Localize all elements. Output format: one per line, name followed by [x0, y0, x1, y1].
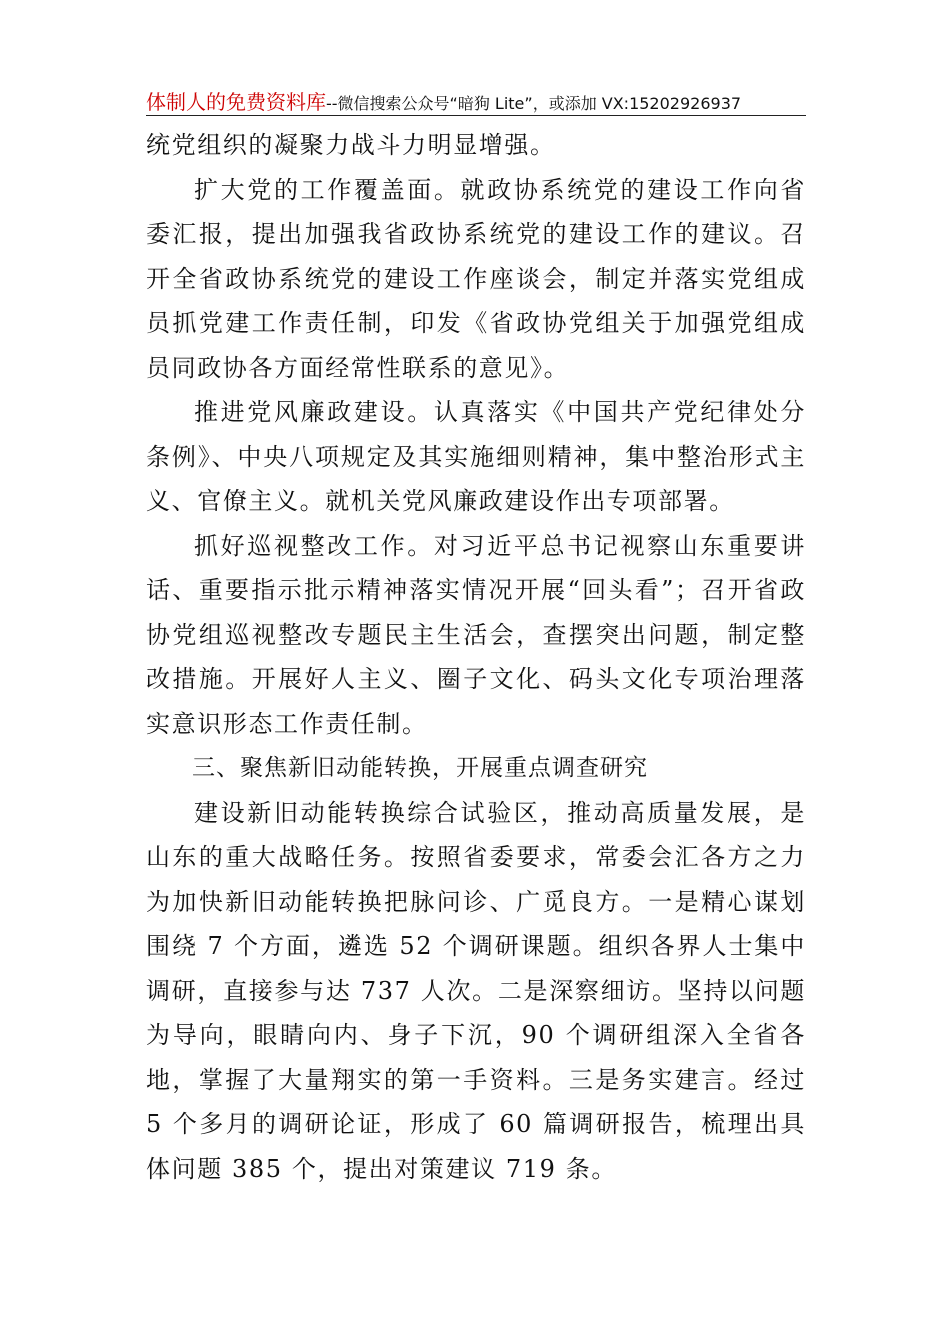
- document-body: [146, 123, 806, 1191]
- header-divider: [146, 115, 806, 116]
- continuation-paragraph: 统党组织的凝聚力战斗力明显增强。: [146, 131, 556, 159]
- header-subtitle: --微信搜索公众号“暗狗 Lite”，或添加 VX:15202926937: [326, 94, 742, 113]
- header-brand: 体制人的免费资料库: [146, 90, 326, 114]
- section-heading: 三、聚焦新旧动能转换，开展重点调查研究: [192, 755, 648, 781]
- paragraph-party-coverage: 扩大党的工作覆盖面。就政协系统党的建设工作向省委汇报，提出加强我省政协系统党的建设工作的建议。召开全省政协系统党的建设工作座谈会，制定并落实党组成员抓党建工作责任制，印发《省政协党组关于加强党组成员同政协各方面经常性联系的意见》。: [146, 175, 806, 382]
- paragraph-anti-corruption: 推进党风廉政建设。认真落实《中国共产党纪律处分条例》、中央八项规定及其实施细则精神，集中整治形式主义、官僚主义。就机关党风廉政建设作出专项部署。: [146, 398, 806, 515]
- page-header: [146, 86, 806, 114]
- paragraph-research: 建设新旧动能转换综合试验区，推动高质量发展，是山东的重大战略任务。按照省委要求，常委会汇各方之力为加快新旧动能转换把脉问诊、广觅良方。一是精心谋划围绕 7 个方面，遴选 52 个调研课题。组织各界人士集中调研，直接参与达 737 人次。二是深察细访。坚持以问题为导向，眼睛向内、身子下沉，90 个调研组深入全省各地，掌握了大量翔实的第一手资料。三是务实建言。经过 5 个多月的调研论证，形成了 60 篇调研报告，梳理出具体问题 385 个，提出对策建议 719 条。: [146, 798, 806, 1183]
- paragraph-inspection-rectification: 抓好巡视整改工作。对习近平总书记视察山东重要讲话、重要指示批示精神落实情况开展“回头看”；召开省政协党组巡视整改专题民主生活会，查摆突出问题，制定整改措施。开展好人主义、圈子文化、码头文化专项治理落实意识形态工作责任制。: [146, 531, 806, 738]
